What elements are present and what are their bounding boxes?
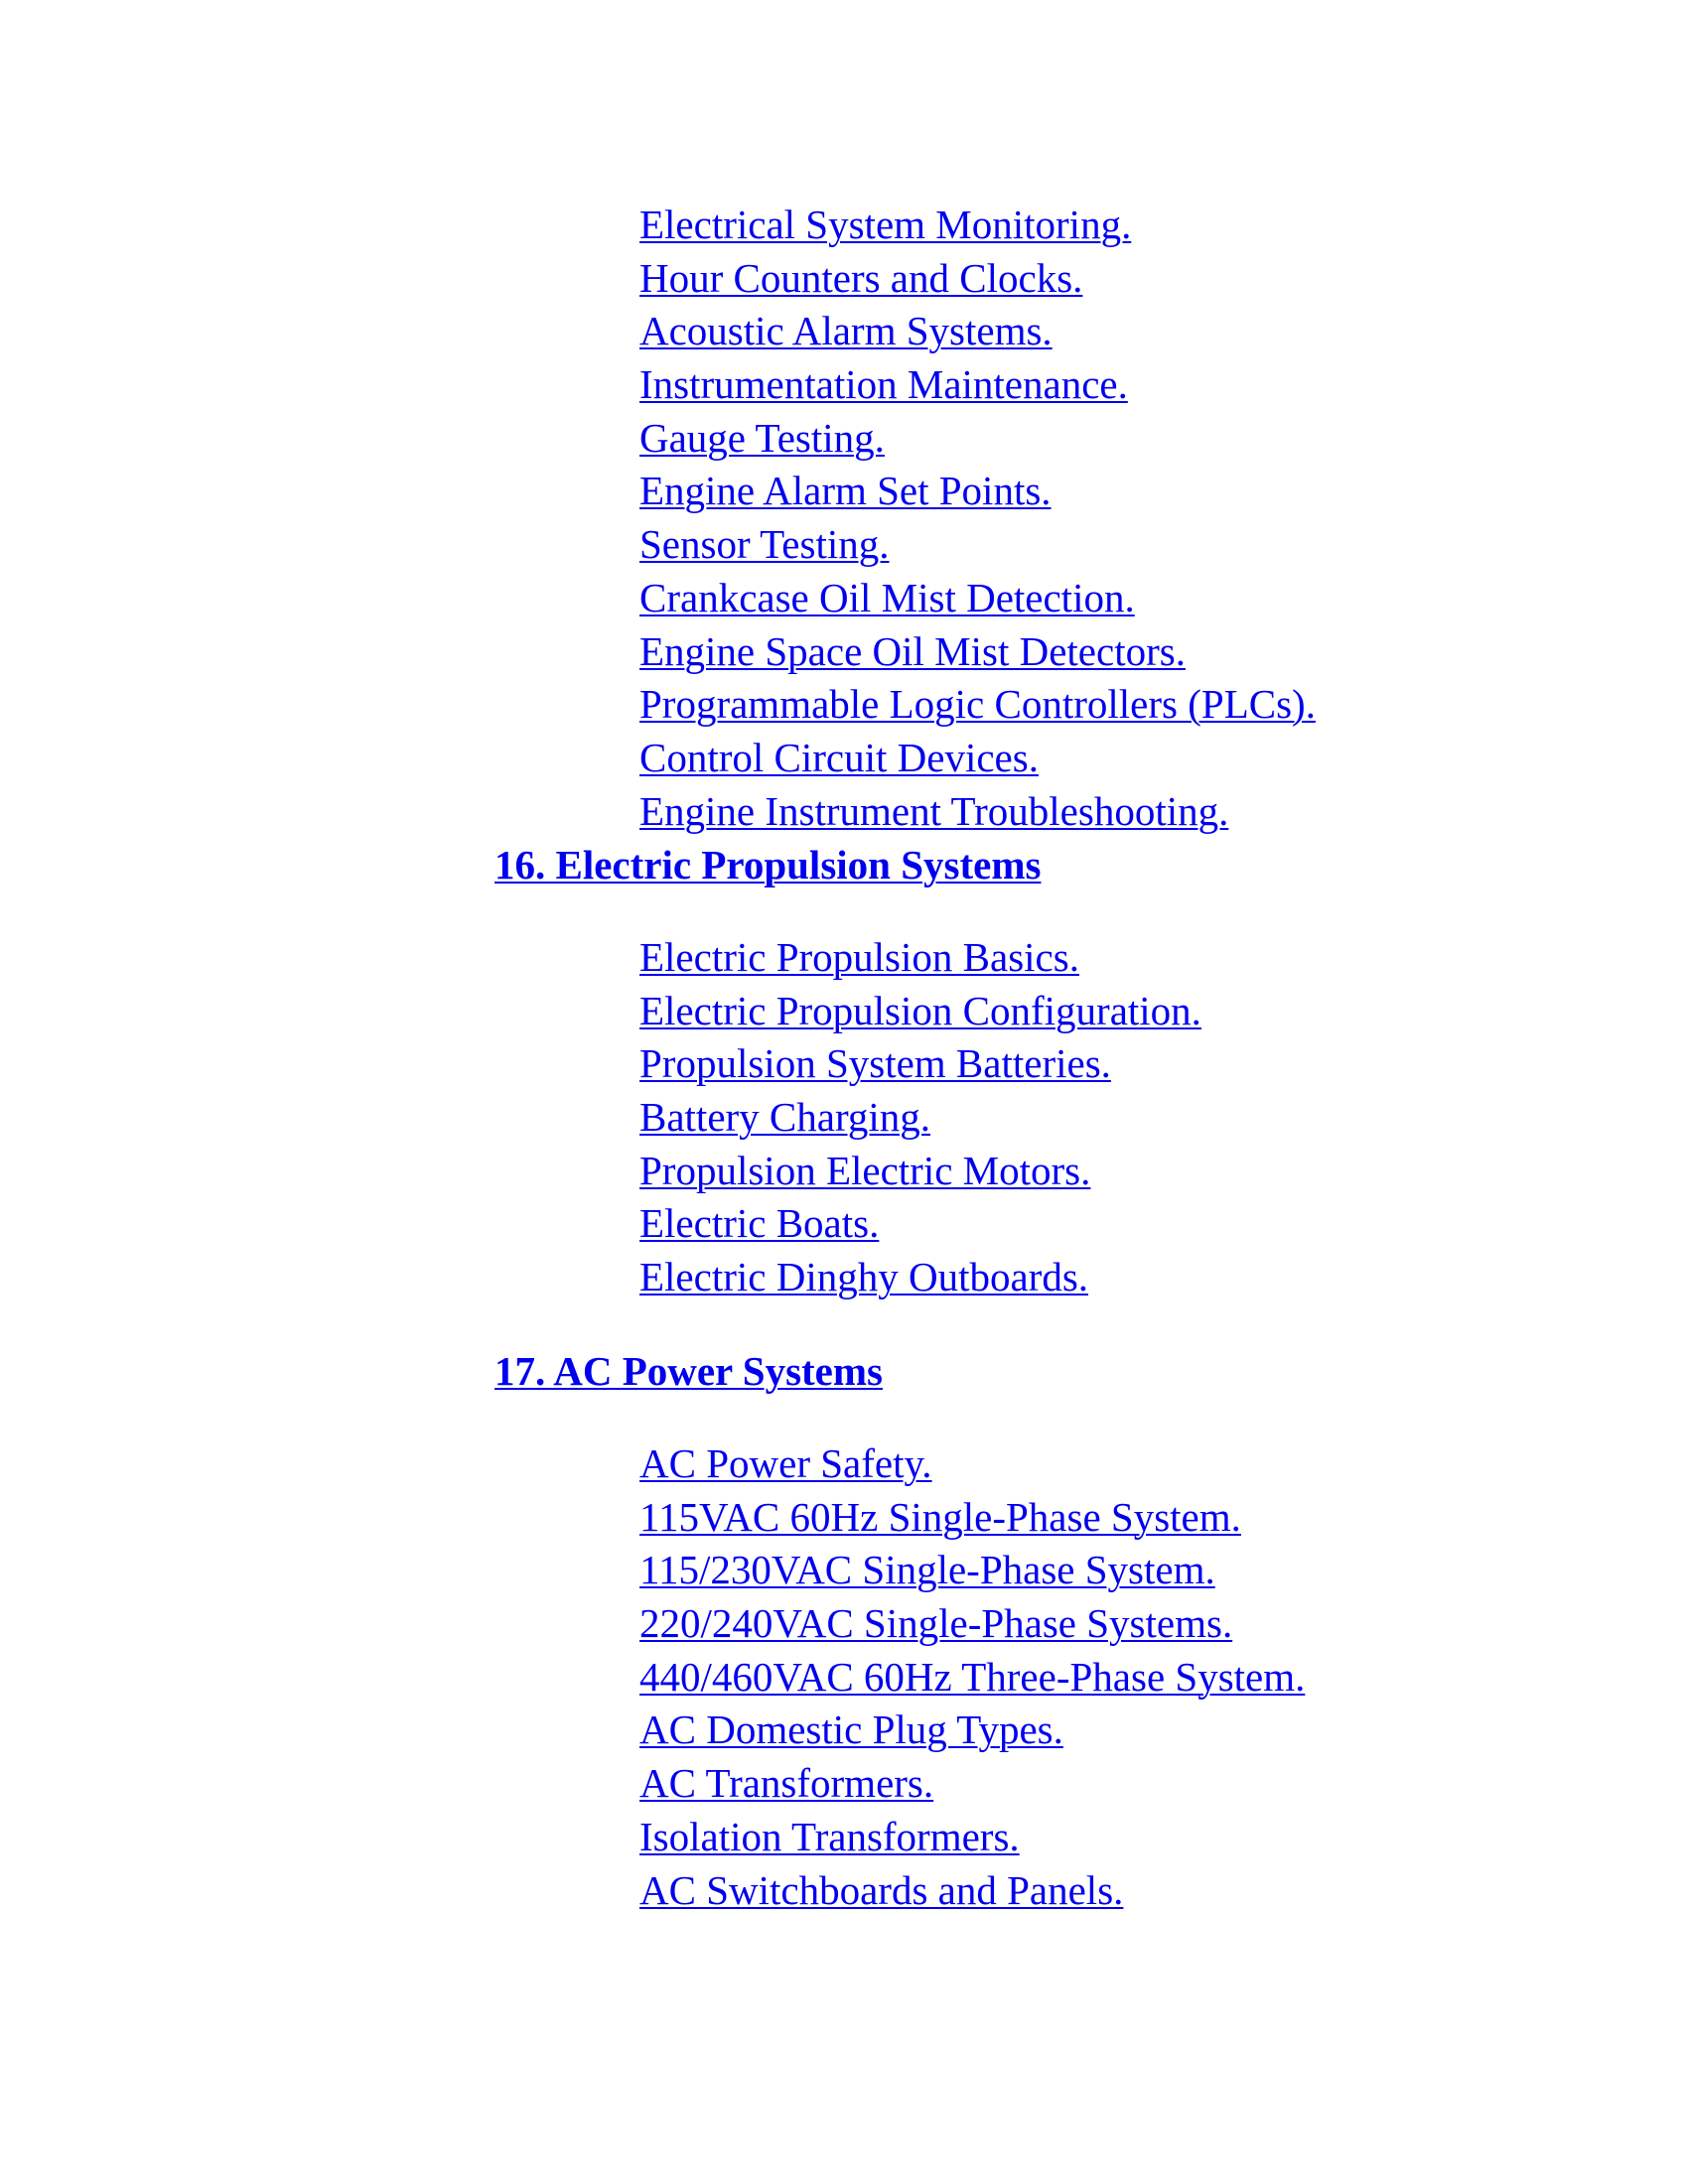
toc-link-programmable-logic-controllers[interactable]: Programmable Logic Controllers (PLCs). [639, 681, 1316, 728]
list-item [639, 1251, 1201, 1304]
list-item [639, 199, 1316, 252]
list-item [639, 518, 1316, 572]
list-item [639, 1597, 1305, 1651]
toc-link-section-16[interactable]: 16. Electric Propulsion Systems [494, 842, 1042, 887]
list-item [639, 1145, 1201, 1198]
list-item [639, 985, 1201, 1038]
section-15-link-list [639, 199, 1316, 838]
toc-link-engine-alarm-set-points[interactable]: Engine Alarm Set Points. [639, 468, 1052, 514]
toc-link-hour-counters-and-clocks[interactable]: Hour Counters and Clocks. [639, 254, 1083, 301]
list-item [639, 625, 1316, 679]
section-heading-16 [494, 839, 1041, 892]
toc-link-isolation-transformers[interactable]: Isolation Transformers. [639, 1813, 1020, 1859]
toc-link-ac-domestic-plug-types[interactable]: AC Domestic Plug Types. [639, 1706, 1063, 1753]
toc-link-engine-instrument-troubleshooting[interactable]: Engine Instrument Troubleshooting. [639, 787, 1229, 834]
toc-link-sensor-testing[interactable]: Sensor Testing. [639, 521, 890, 568]
list-item [639, 465, 1316, 518]
list-item [639, 1704, 1305, 1757]
list-item [639, 1811, 1305, 1864]
toc-link-crankcase-oil-mist-detection[interactable]: Crankcase Oil Mist Detection. [639, 574, 1135, 620]
list-item [639, 252, 1316, 306]
toc-link-115vac-60hz-single-phase[interactable]: 115VAC 60Hz Single-Phase System. [639, 1493, 1241, 1540]
toc-link-instrumentation-maintenance[interactable]: Instrumentation Maintenance. [639, 361, 1128, 408]
list-item [639, 1651, 1305, 1705]
toc-link-ac-power-safety[interactable]: AC Power Safety. [639, 1440, 932, 1486]
toc-link-propulsion-electric-motors[interactable]: Propulsion Electric Motors. [639, 1147, 1091, 1193]
list-item [639, 1491, 1305, 1545]
list-item [639, 1091, 1201, 1145]
toc-link-electric-propulsion-basics[interactable]: Electric Propulsion Basics. [639, 934, 1079, 980]
toc-link-engine-space-oil-mist-detectors[interactable]: Engine Space Oil Mist Detectors. [639, 627, 1186, 674]
list-item [639, 1437, 1305, 1491]
list-item [639, 572, 1316, 625]
toc-link-440-460vac-three-phase[interactable]: 440/460VAC 60Hz Three-Phase System. [639, 1653, 1306, 1700]
toc-link-battery-charging[interactable]: Battery Charging. [639, 1094, 931, 1141]
list-item [639, 305, 1316, 358]
list-item [639, 1197, 1201, 1251]
toc-link-electric-boats[interactable]: Electric Boats. [639, 1200, 880, 1247]
list-item [639, 931, 1201, 985]
list-item [639, 1757, 1305, 1811]
toc-link-section-17[interactable]: 17. AC Power Systems [494, 1348, 883, 1394]
toc-link-ac-switchboards-and-panels[interactable]: AC Switchboards and Panels. [639, 1866, 1124, 1913]
list-item [639, 678, 1316, 732]
list-item [639, 358, 1316, 412]
toc-link-ac-transformers[interactable]: AC Transformers. [639, 1760, 934, 1807]
toc-link-acoustic-alarm-systems[interactable]: Acoustic Alarm Systems. [639, 308, 1053, 354]
toc-link-control-circuit-devices[interactable]: Control Circuit Devices. [639, 734, 1039, 780]
toc-link-electric-propulsion-configuration[interactable]: Electric Propulsion Configuration. [639, 987, 1201, 1033]
section-heading-17 [494, 1345, 883, 1399]
list-item [639, 732, 1316, 785]
toc-link-115-230vac-single-phase[interactable]: 115/230VAC Single-Phase System. [639, 1547, 1215, 1593]
toc-link-propulsion-system-batteries[interactable]: Propulsion System Batteries. [639, 1040, 1111, 1087]
toc-link-electric-dinghy-outboards[interactable]: Electric Dinghy Outboards. [639, 1254, 1089, 1300]
list-item [639, 1037, 1201, 1091]
list-item [639, 1864, 1305, 1918]
list-item [639, 412, 1316, 466]
section-17-link-list [639, 1437, 1305, 1917]
list-item [639, 1544, 1305, 1597]
toc-link-220-240vac-single-phase[interactable]: 220/240VAC Single-Phase Systems. [639, 1600, 1233, 1647]
toc-link-electrical-system-monitoring[interactable]: Electrical System Monitoring. [639, 202, 1132, 247]
list-item [639, 785, 1316, 839]
toc-link-gauge-testing[interactable]: Gauge Testing. [639, 414, 885, 461]
section-16-link-list [639, 931, 1201, 1304]
